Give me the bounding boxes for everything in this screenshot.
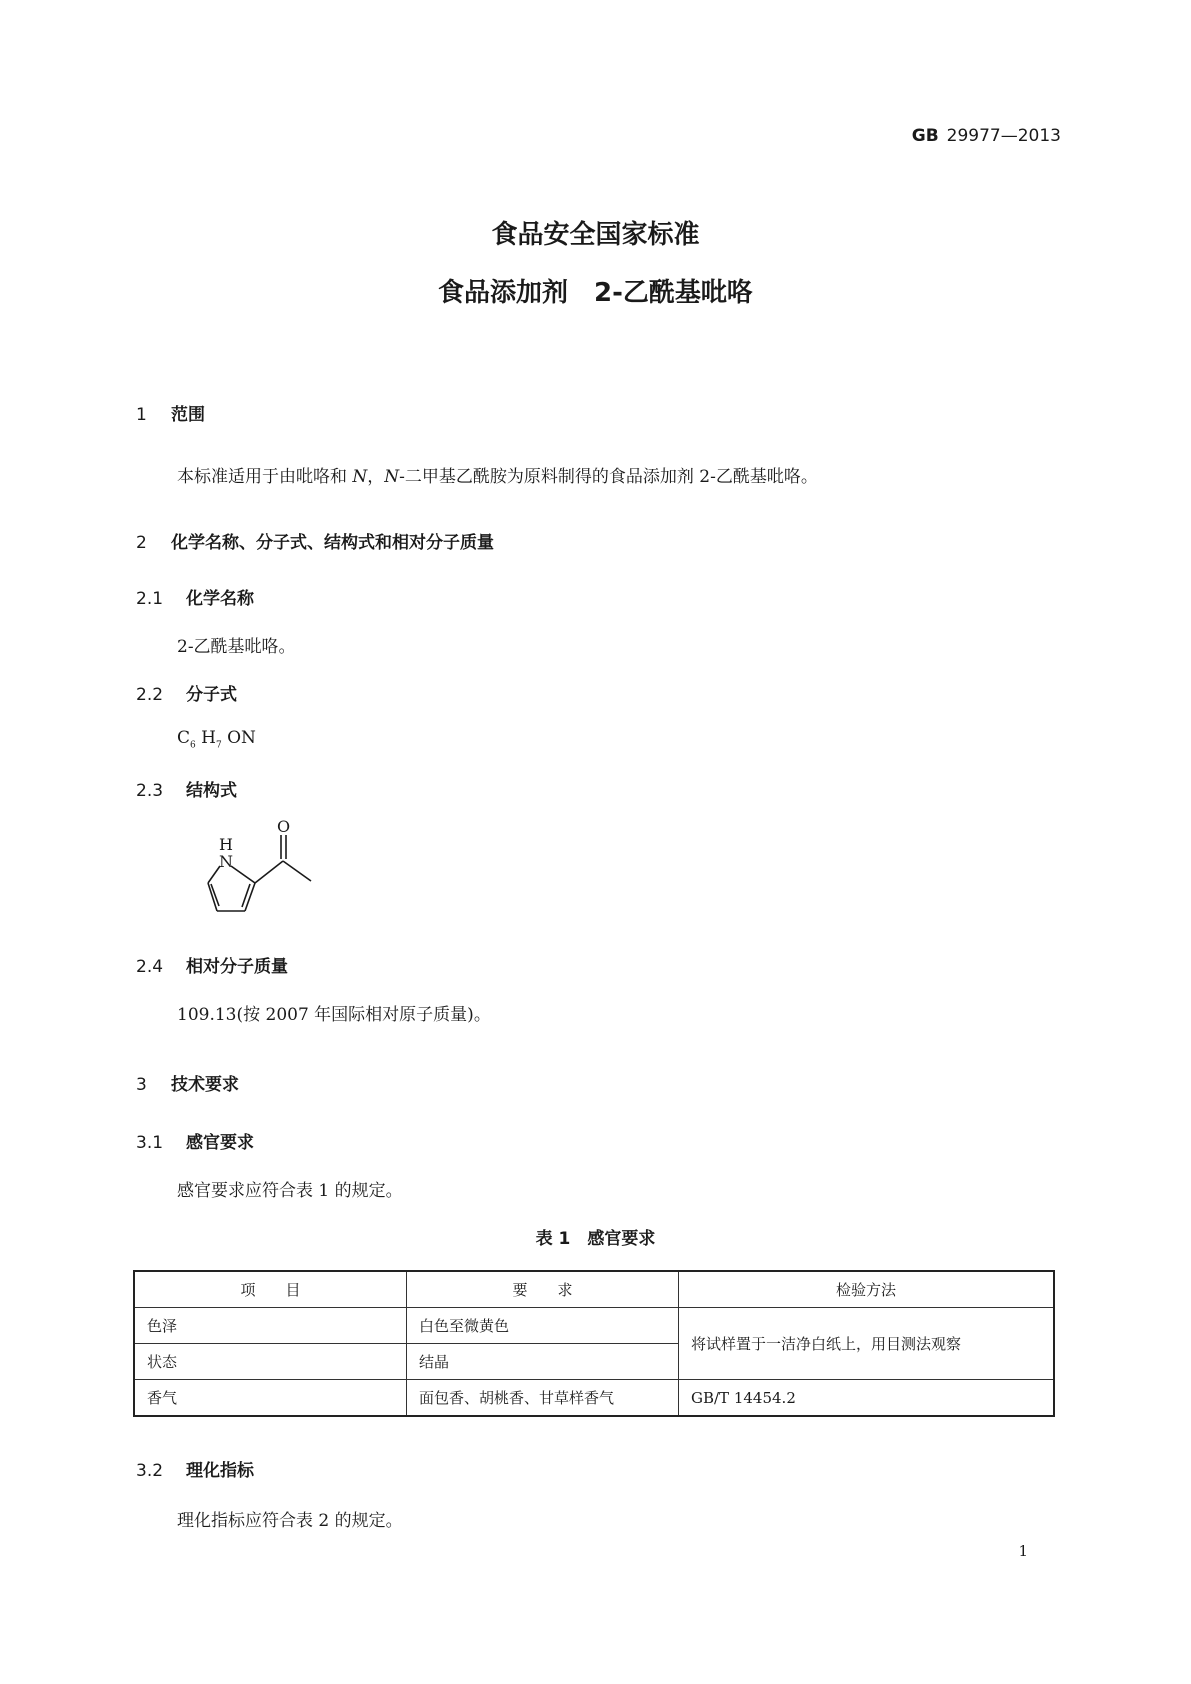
structural-formula [195,820,335,920]
sensory-requirements-table [133,1270,1055,1417]
section-number: 2.2 [136,685,164,705]
section-title: 分子式 [186,685,237,705]
standard-prefix: GB [911,126,939,146]
row-item: 状态 [134,1344,407,1380]
section-title: 化学名称、分子式、结构式和相对分子质量 [171,533,494,553]
document-title-line1: 食品安全国家标准 [491,220,700,250]
section-1-heading [136,400,205,425]
section-number: 3.1 [136,1133,164,1153]
formula-c-sub: 6 [190,740,196,751]
standard-code [912,126,1061,146]
page-number: 1 [1018,1542,1028,1560]
document-title-line2: 食品添加剂 2-乙酰基吡咯 [438,278,753,308]
row-requirement: 面包香、胡桃香、甘草样香气 [407,1380,679,1417]
atom-n: N [219,852,233,871]
italic-n: N [384,467,400,487]
header-item: 项 目 [134,1271,407,1308]
section-title: 相对分子质量 [186,957,288,977]
standard-number: 29977—2013 [946,126,1061,146]
table-row [134,1380,1054,1417]
ring-bond [245,883,255,911]
table-row [134,1308,1054,1344]
row-method-merged: 将试样置于一洁净白纸上，用目测法观察 [679,1308,1055,1380]
table-1-caption: 表 1 感官要求 [535,1229,656,1249]
ring-double-bond [242,884,250,907]
body-text: 本标准适用于由吡咯和 [177,467,353,487]
atom-h: H [219,835,233,854]
section-2-1-heading [136,584,254,609]
section-2-4-body: 109.13(按 2007 年国际相对原子质量)。 [177,1005,491,1025]
table-header-row [134,1271,1054,1308]
section-title: 结构式 [186,781,237,801]
section-1-body [177,462,818,487]
section-3-2-heading [136,1456,254,1481]
section-title: 理化指标 [186,1461,254,1481]
row-requirement: 白色至微黄色 [407,1308,679,1344]
header-method: 检验方法 [679,1271,1055,1308]
formula-rest: ON [227,728,256,748]
section-title: 范围 [171,405,205,425]
acyl-bond [255,861,283,883]
row-item: 香气 [134,1380,407,1417]
body-text: ， [367,467,385,487]
section-number: 2.3 [136,781,164,801]
section-number: 3.2 [136,1461,164,1481]
formula-h-sub: 7 [215,740,222,751]
section-2-1-body: 2-乙酰基吡咯。 [177,637,296,657]
formula-h: H [201,728,216,748]
row-method: GB/T 14454.2 [679,1380,1055,1417]
molecular-formula [177,728,256,750]
section-number: 2.4 [136,957,164,977]
row-item: 色泽 [134,1308,407,1344]
section-2-2-heading [136,680,237,705]
atom-o: O [277,820,291,836]
section-title: 化学名称 [186,589,254,609]
body-text: -二甲基乙酰胺为原料制得的食品添加剂 2-乙酰基吡咯。 [399,467,818,487]
formula-c: C [177,728,191,748]
section-title: 技术要求 [171,1075,239,1095]
section-3-1-heading [136,1128,254,1153]
ring-bond [231,866,255,883]
italic-n: N [352,467,368,487]
section-number: 2 [136,533,147,553]
section-2-4-heading [136,952,288,977]
header-requirement: 要 求 [407,1271,679,1308]
section-3-2-body: 理化指标应符合表 2 的规定。 [177,1511,403,1531]
section-2-3-heading [136,776,237,801]
section-number: 2.1 [136,589,164,609]
section-number: 3 [136,1075,147,1095]
methyl-bond [283,861,311,881]
section-number: 1 [136,405,147,425]
section-3-1-body: 感官要求应符合表 1 的规定。 [177,1181,403,1201]
row-requirement: 结晶 [407,1344,679,1380]
section-title: 感官要求 [186,1133,254,1153]
section-3-heading [136,1070,239,1095]
section-2-heading [136,528,494,553]
